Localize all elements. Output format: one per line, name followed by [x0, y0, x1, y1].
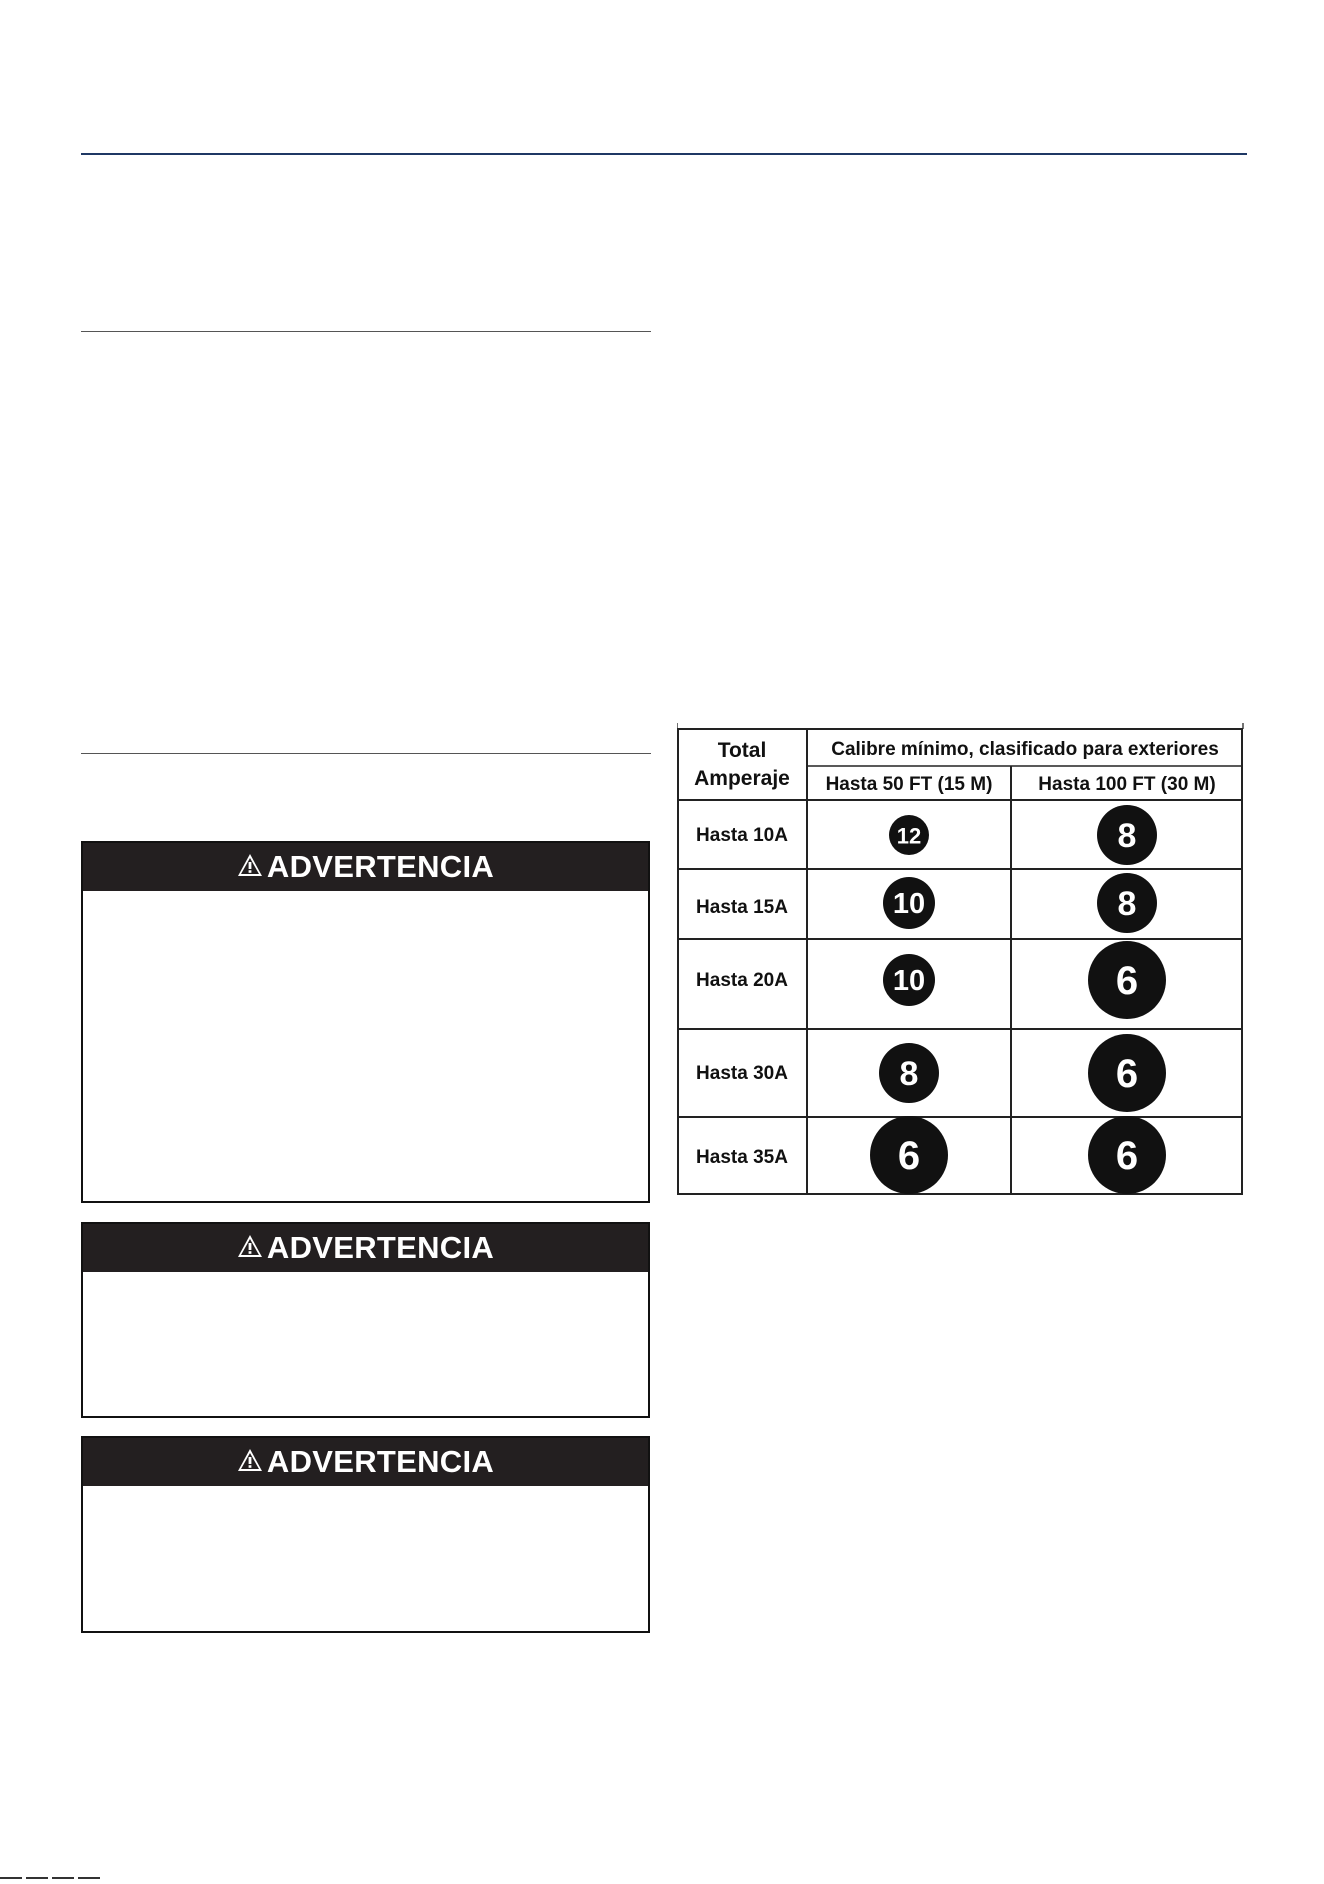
row-label: Hasta 15A: [696, 897, 788, 918]
gauge-table-svg: [677, 723, 1244, 1195]
gauge-value: 12: [896, 823, 922, 849]
warning-header: [83, 1438, 648, 1486]
warning-header: [83, 1224, 648, 1272]
gauge-value: 10: [892, 965, 926, 997]
warning-triangle-icon: [237, 1230, 263, 1266]
warning-title: ADVERTENCIA: [266, 1444, 495, 1479]
warning-box: [81, 841, 650, 1203]
gauge-value: 8: [1117, 885, 1137, 923]
gauge-value: 8: [1117, 817, 1137, 855]
warning-box: [81, 1436, 650, 1633]
header-amperaje: Amperaje: [694, 767, 790, 790]
header-rule: [81, 153, 1247, 155]
row-label: Hasta 20A: [696, 970, 788, 991]
gauge-value: 6: [1115, 1052, 1139, 1096]
header-min-gauge: Calibre mínimo, clasificado para exteriores: [831, 739, 1219, 760]
gauge-value: 10: [892, 888, 926, 920]
warning-title: ADVERTENCIA: [266, 1230, 495, 1265]
header-100ft: Hasta 100 FT (30 M): [1038, 774, 1216, 795]
warning-header: [83, 843, 648, 891]
warning-triangle-icon: [237, 849, 263, 885]
row-label: Hasta 30A: [696, 1063, 788, 1084]
gauge-value: 8: [899, 1055, 919, 1093]
warning-box: [81, 1222, 650, 1418]
gauge-value: 6: [1115, 1134, 1139, 1178]
gauge-value: 6: [897, 1134, 921, 1178]
warning-title: ADVERTENCIA: [266, 849, 495, 884]
row-label: Hasta 10A: [696, 825, 788, 846]
extension-cord-gauge-table: [677, 723, 1244, 1195]
row-label: Hasta 35A: [696, 1147, 788, 1168]
crop-marks: [0, 1866, 130, 1871]
section-divider: [81, 753, 651, 754]
gauge-value: 6: [1115, 959, 1139, 1003]
header-50ft: Hasta 50 FT (15 M): [825, 774, 993, 795]
section-divider: [81, 331, 651, 332]
header-total: Total: [717, 739, 767, 762]
warning-triangle-icon: [237, 1444, 263, 1480]
